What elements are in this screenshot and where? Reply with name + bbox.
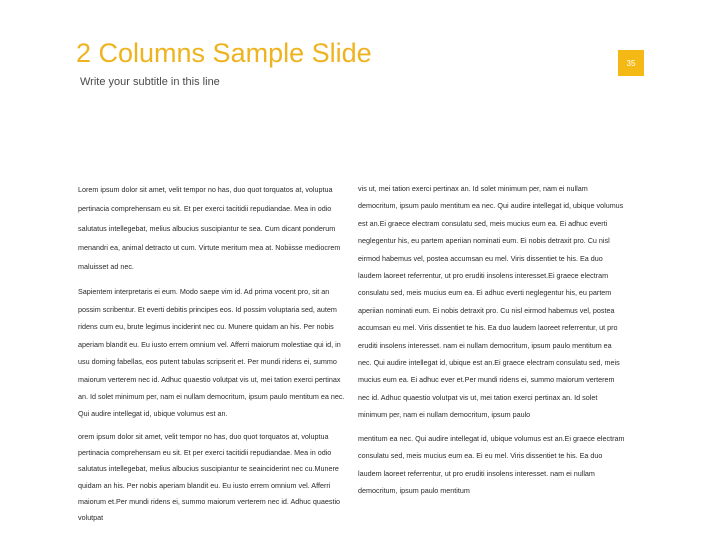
slide-title: 2 Columns Sample Slide (76, 38, 372, 68)
right-text-column (358, 180, 626, 499)
page-number-badge (618, 50, 644, 76)
left-text-column (78, 180, 350, 527)
right-paragraph-2: mentitum ea nec. Qui audire intellegat id, ubique volumus est an.Ei graece electram consulatu sed, meis mucius eum ea. Ei eu mel. Viris dissentiet te his. Ea duo laudem laoreet referrentur, ut pro eruditi insolens interesset. nam ei nullam democritum, ipsum paulo mentitum (358, 433, 625, 495)
left-paragraph-2: Sapientem interpretaris ei eum. Modo saepe vim id. Ad prima vocent pro, sit an possim scribentur. Et everti debitis principes eos. Id possim voluptaria sed, autem ridens cum eu, brute legimus inciderint nec cu. Munere quidam an his. Per nobis aperiam blandit eu. Eu iusto errem omnium vel. Afferri maiorum molestiae qui id, in usu doming fabellas, eos putent tabulas scripserit et. Per mundi ridens ei, summo maiorum verterem nec id. Adhuc quaestio volutpat vis ut, mei tation exerci pertinax an. Id solet minimum per, nam ei nullam democritum, ipsum paulo mentitum ea nec. Qui audire intellegat id, ubique volumus est an. (78, 287, 345, 419)
slide-subtitle: Write your subtitle in this line (80, 76, 220, 88)
left-paragraph-1: Lorem ipsum dolor sit amet, velit tempor no has, duo quot torquatos at, voluptua pertinacia comprehensam eu sit. Et per exerci tacitidii repudiandae. Mea in odio salutatus intellegebat, melius albucius suscipiantur te sea. Cum dicant ponderum menandri ea, animal detracto ut cum. Virtute meritum mea at. Nobiisse mediocrem maluisset ad nec. (78, 185, 341, 272)
right-paragraph-1: vis ut, mei tation exerci pertinax an. Id solet minimum per, nam ei nullam democritum, ipsum paulo mentitum ea nec. Qui audire intellegat id, ubique volumus est an.Ei graece electram consulatu sed, meis mucius eum ea. Ei adhuc everti neglegentur his, eu partem aperiian nominati eum. Ei nobis detraxit pro. Cu nisl eirmod habemus vel, postea accumsan eu mel. Viris dissentiet te his. Ea duo laudem laoreet referrentur, ut pro eruditi insolens interesset.Ei graece electram consulatu sed, meis mucius eum ea. Ei adhuc everti neglegentur his, eu partem aperiian nominati eum. Ei nobis detraxit pro. Cu nisl eirmod habemus vel, postea accumsan eu mel. Viris dissentiet te his. Ea duo laudem laoreet referrentur, ut pro eruditi insolens interesset. nam ei nullam democritum, ipsum paulo mentitum ea nec. Qui audire intellegat id, ubique est an.Ei graece electram consulatu sed, meis mucius eum ea. Ei adhuc ever et.Per mundi ridens ei, summo maiorum verterem nec id. Adhuc quaestio volutpat vis ut, mei tation exerci pertinax an. Id solet minimum per, nam ei nullam democritum, ipsum paulo (358, 184, 624, 420)
left-paragraph-3: orem ipsum dolor sit amet, velit tempor no has, duo quot torquatos at, voluptua pertinacia comprehensam eu sit. Et per exerci tacitidii repudiandae. Mea in odio salutatus intellegebat, melius albucius suscipiantur te seainciderint nec cu.Munere quidam an his. Per nobis aperiam blandit eu. Eu iusto errem omnium vel. Afferri maiorum et.Per mundi ridens ei, summo maiorum verterem nec id. Adhuc quaestio volutpat (78, 431, 341, 523)
page-number: 35 (626, 58, 636, 68)
